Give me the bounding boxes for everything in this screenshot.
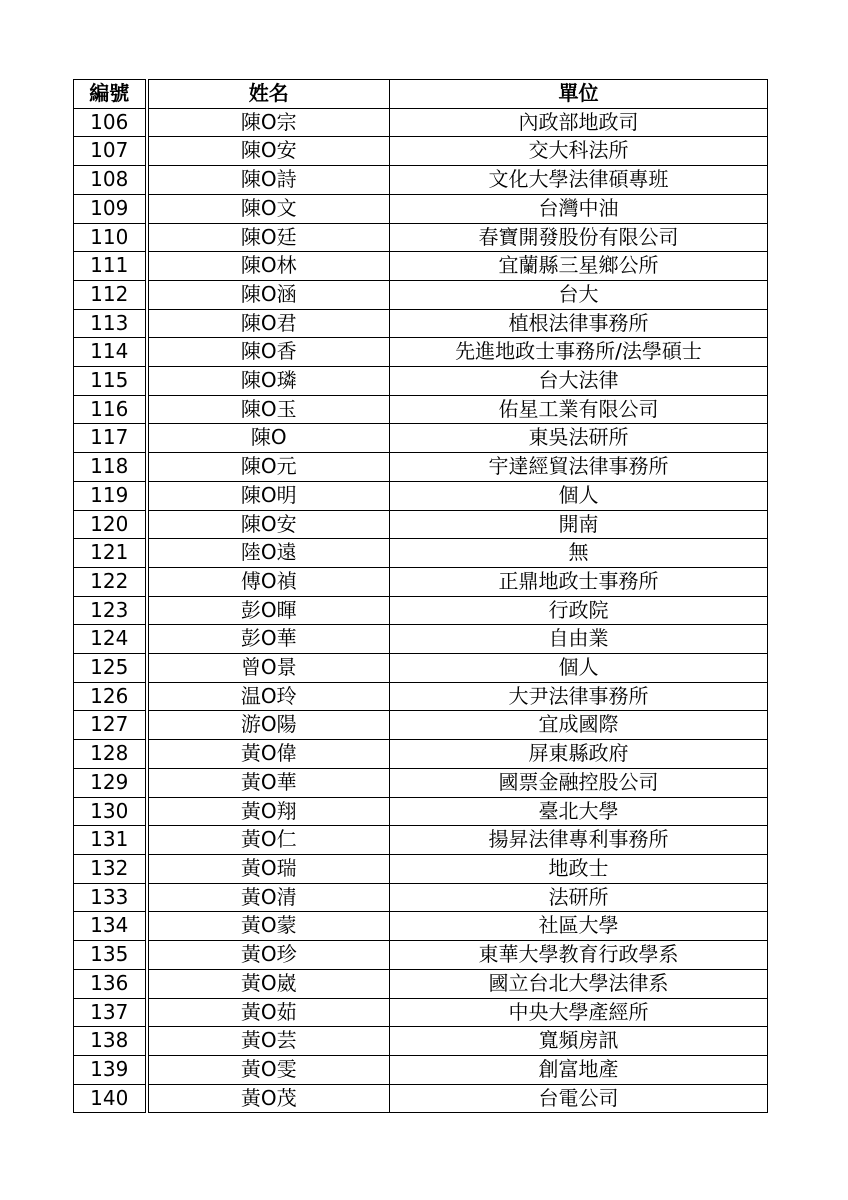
row-number: 108 <box>74 166 147 195</box>
table-row <box>74 941 768 970</box>
row-number: 125 <box>74 654 147 683</box>
row-unit: 宇達經貿法律事務所 <box>390 453 768 482</box>
row-name: 陳O文 <box>147 194 390 223</box>
table-row <box>74 912 768 941</box>
header-name: 姓名 <box>147 80 390 109</box>
row-name: 陳O明 <box>147 481 390 510</box>
table-row <box>74 252 768 281</box>
table-row <box>74 424 768 453</box>
row-unit: 地政士 <box>390 854 768 883</box>
row-number: 128 <box>74 740 147 769</box>
row-unit: 佑星工業有限公司 <box>390 395 768 424</box>
row-unit: 東吳法研所 <box>390 424 768 453</box>
row-name: 黃O茹 <box>147 998 390 1027</box>
table-row <box>74 395 768 424</box>
row-name: 黃O茂 <box>147 1084 390 1113</box>
row-unit: 春寶開發股份有限公司 <box>390 223 768 252</box>
table-row <box>74 223 768 252</box>
row-number: 139 <box>74 1055 147 1084</box>
row-name: 陳O璘 <box>147 367 390 396</box>
table-row <box>74 1027 768 1056</box>
row-name: 温O玲 <box>147 682 390 711</box>
row-number: 136 <box>74 969 147 998</box>
row-unit: 正鼎地政士事務所 <box>390 567 768 596</box>
row-number: 138 <box>74 1027 147 1056</box>
row-name: 陳O <box>147 424 390 453</box>
table-row <box>74 768 768 797</box>
header-number: 編號 <box>74 80 147 109</box>
row-number: 131 <box>74 826 147 855</box>
row-unit: 台大法律 <box>390 367 768 396</box>
row-number: 130 <box>74 797 147 826</box>
table-header <box>74 80 768 109</box>
row-unit: 台電公司 <box>390 1084 768 1113</box>
table-row <box>74 883 768 912</box>
row-number: 115 <box>74 367 147 396</box>
header-unit: 單位 <box>390 80 768 109</box>
row-unit: 個人 <box>390 481 768 510</box>
row-unit: 大尹法律事務所 <box>390 682 768 711</box>
table-row <box>74 1084 768 1113</box>
row-name: 陳O涵 <box>147 280 390 309</box>
row-unit: 台大 <box>390 280 768 309</box>
row-number: 118 <box>74 453 147 482</box>
row-name: 黃O偉 <box>147 740 390 769</box>
row-number: 127 <box>74 711 147 740</box>
table-row <box>74 510 768 539</box>
table-row <box>74 740 768 769</box>
table-row <box>74 108 768 137</box>
table-row <box>74 1055 768 1084</box>
row-unit: 無 <box>390 539 768 568</box>
row-unit: 中央大學產經所 <box>390 998 768 1027</box>
table-row <box>74 797 768 826</box>
row-name: 游O陽 <box>147 711 390 740</box>
row-name: 黃O雯 <box>147 1055 390 1084</box>
row-number: 124 <box>74 625 147 654</box>
row-name: 黃O仁 <box>147 826 390 855</box>
table-row <box>74 137 768 166</box>
table-row <box>74 194 768 223</box>
row-name: 黃O珍 <box>147 941 390 970</box>
table-row <box>74 998 768 1027</box>
table-row <box>74 854 768 883</box>
row-unit: 寬頻房訊 <box>390 1027 768 1056</box>
row-unit: 揚昇法律專利事務所 <box>390 826 768 855</box>
row-unit: 法研所 <box>390 883 768 912</box>
row-name: 黃O崴 <box>147 969 390 998</box>
row-unit: 宜蘭縣三星鄉公所 <box>390 252 768 281</box>
row-number: 135 <box>74 941 147 970</box>
table-row <box>74 280 768 309</box>
row-name: 彭O華 <box>147 625 390 654</box>
row-number: 122 <box>74 567 147 596</box>
row-number: 129 <box>74 768 147 797</box>
header-row <box>74 80 768 109</box>
row-unit: 文化大學法律碩專班 <box>390 166 768 195</box>
row-unit: 社區大學 <box>390 912 768 941</box>
row-number: 116 <box>74 395 147 424</box>
row-name: 黃O翔 <box>147 797 390 826</box>
row-name: 黃O芸 <box>147 1027 390 1056</box>
row-name: 陳O詩 <box>147 166 390 195</box>
row-unit: 臺北大學 <box>390 797 768 826</box>
row-unit: 內政部地政司 <box>390 108 768 137</box>
row-unit: 台灣中油 <box>390 194 768 223</box>
row-name: 陳O君 <box>147 309 390 338</box>
table-row <box>74 711 768 740</box>
row-number: 109 <box>74 194 147 223</box>
row-name: 陸O遠 <box>147 539 390 568</box>
row-unit: 開南 <box>390 510 768 539</box>
row-unit: 國票金融控股公司 <box>390 768 768 797</box>
row-number: 133 <box>74 883 147 912</box>
row-number: 117 <box>74 424 147 453</box>
table-row <box>74 682 768 711</box>
row-name: 彭O暉 <box>147 596 390 625</box>
row-unit: 屏東縣政府 <box>390 740 768 769</box>
table-row <box>74 969 768 998</box>
row-name: 陳O香 <box>147 338 390 367</box>
row-unit: 交大科法所 <box>390 137 768 166</box>
roster-table <box>73 79 768 1113</box>
row-unit: 個人 <box>390 654 768 683</box>
row-name: 曾O景 <box>147 654 390 683</box>
row-unit: 先進地政士事務所/法學碩士 <box>390 338 768 367</box>
table-row <box>74 625 768 654</box>
row-name: 黃O華 <box>147 768 390 797</box>
row-unit: 東華大學教育行政學系 <box>390 941 768 970</box>
row-number: 113 <box>74 309 147 338</box>
row-unit: 行政院 <box>390 596 768 625</box>
row-number: 119 <box>74 481 147 510</box>
table-row <box>74 367 768 396</box>
row-number: 111 <box>74 252 147 281</box>
table-row <box>74 654 768 683</box>
table-row <box>74 481 768 510</box>
row-number: 137 <box>74 998 147 1027</box>
row-name: 陳O林 <box>147 252 390 281</box>
row-number: 134 <box>74 912 147 941</box>
row-number: 112 <box>74 280 147 309</box>
row-number: 114 <box>74 338 147 367</box>
row-number: 110 <box>74 223 147 252</box>
row-name: 陳O玉 <box>147 395 390 424</box>
table-row <box>74 338 768 367</box>
row-name: 陳O廷 <box>147 223 390 252</box>
row-number: 107 <box>74 137 147 166</box>
row-unit: 自由業 <box>390 625 768 654</box>
row-name: 陳O元 <box>147 453 390 482</box>
row-name: 黃O瑞 <box>147 854 390 883</box>
row-name: 陳O宗 <box>147 108 390 137</box>
row-unit: 宜成國際 <box>390 711 768 740</box>
row-unit: 創富地產 <box>390 1055 768 1084</box>
row-number: 132 <box>74 854 147 883</box>
table-row <box>74 166 768 195</box>
table-row <box>74 826 768 855</box>
row-number: 106 <box>74 108 147 137</box>
row-unit: 國立台北大學法律系 <box>390 969 768 998</box>
row-unit: 植根法律事務所 <box>390 309 768 338</box>
row-number: 140 <box>74 1084 147 1113</box>
table-body <box>74 108 768 1113</box>
row-number: 126 <box>74 682 147 711</box>
row-number: 123 <box>74 596 147 625</box>
row-number: 121 <box>74 539 147 568</box>
row-name: 黃O蒙 <box>147 912 390 941</box>
table-row <box>74 453 768 482</box>
row-name: 黃O清 <box>147 883 390 912</box>
table-row <box>74 539 768 568</box>
row-number: 120 <box>74 510 147 539</box>
row-name: 陳O安 <box>147 510 390 539</box>
row-name: 傅O禎 <box>147 567 390 596</box>
table-row <box>74 567 768 596</box>
row-name: 陳O安 <box>147 137 390 166</box>
table-row <box>74 309 768 338</box>
table-row <box>74 596 768 625</box>
